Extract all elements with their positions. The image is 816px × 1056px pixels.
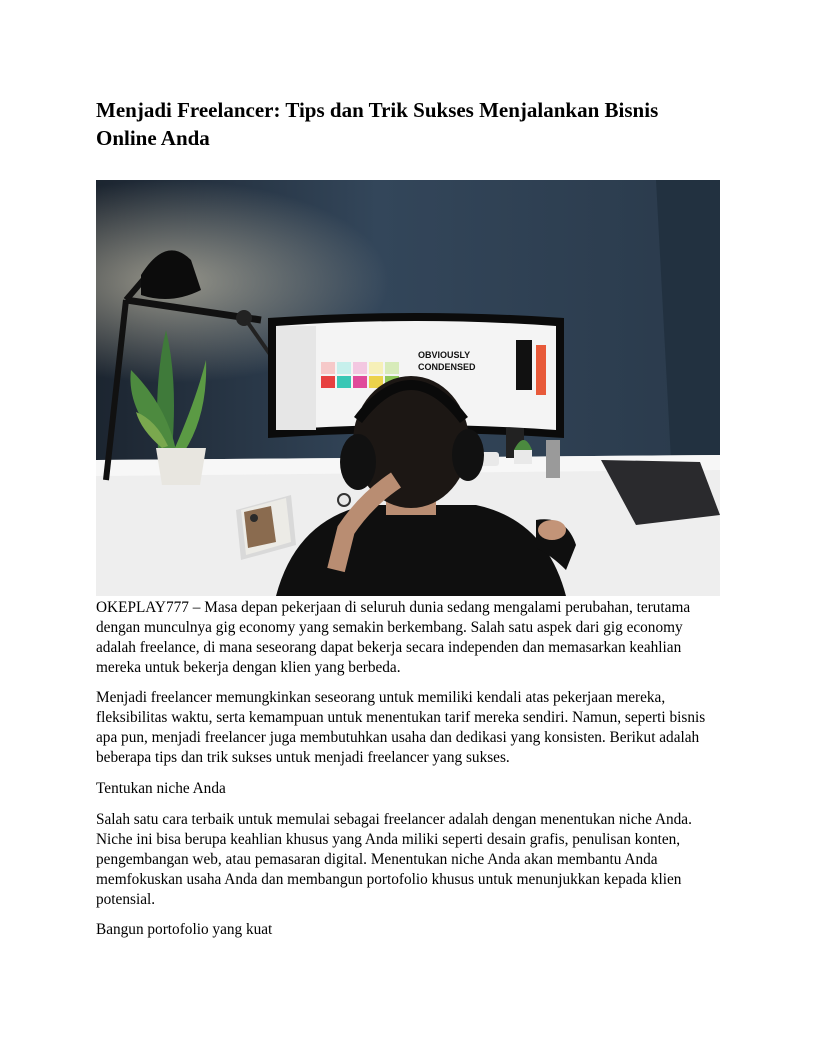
article-photo xyxy=(96,180,720,596)
subheading-portfolio: Bangun portofolio yang kuat xyxy=(96,921,273,938)
monitor-text-line1: OBVIOUSLY xyxy=(418,350,471,360)
subheading-niche: Tentukan niche Anda xyxy=(96,780,226,797)
desk-hub xyxy=(546,440,560,478)
workspace-illustration xyxy=(96,180,720,596)
monitor-text-line2: CONDENSED xyxy=(418,362,476,372)
article-title: Menjadi Freelancer: Tips dan Trik Sukses Menjalankan Bisnis Online Anda xyxy=(96,98,659,150)
paragraph-benefits: Menjadi freelancer memungkinkan seseorang untuk memiliki kendali atas pekerjaan mereka, fleksibilitas waktu, serta kemampuan untuk menentukan tarif mereka sendiri. Namun, seperti bisnis apa pun, menjadi freelancer juga membutuhkan usaha dan dedikasi yang konsisten. Berikut adalah beberapa tips dan trik sukses untuk menjadi freelancer yang sukses. xyxy=(96,689,706,766)
paragraph-intro: OKEPLAY777 – Masa depan pekerjaan di seluruh dunia sedang mengalami perubahan, terutama dengan munculnya gig economy yang semakin berkembang. Salah satu aspek dari gig economy adalah freelance, di mana seseorang dapat bekerja secara independen dan memasarkan keahlian mereka untuk bekerja dengan klien yang berbeda. xyxy=(96,599,691,676)
paragraph-niche: Salah satu cara terbaik untuk memulai sebagai freelancer adalah dengan menentukan niche Anda. Niche ini bisa berupa keahlian khusus yang Anda miliki seperti desain grafis, penulisan konten, pengembangan web, atau pemasaran digital. Menentukan niche Anda akan membantu Anda memfokuskan usaha Anda dan membangun portofolio khusus untuk menunjukkan kepada klien potensial. xyxy=(96,811,692,908)
